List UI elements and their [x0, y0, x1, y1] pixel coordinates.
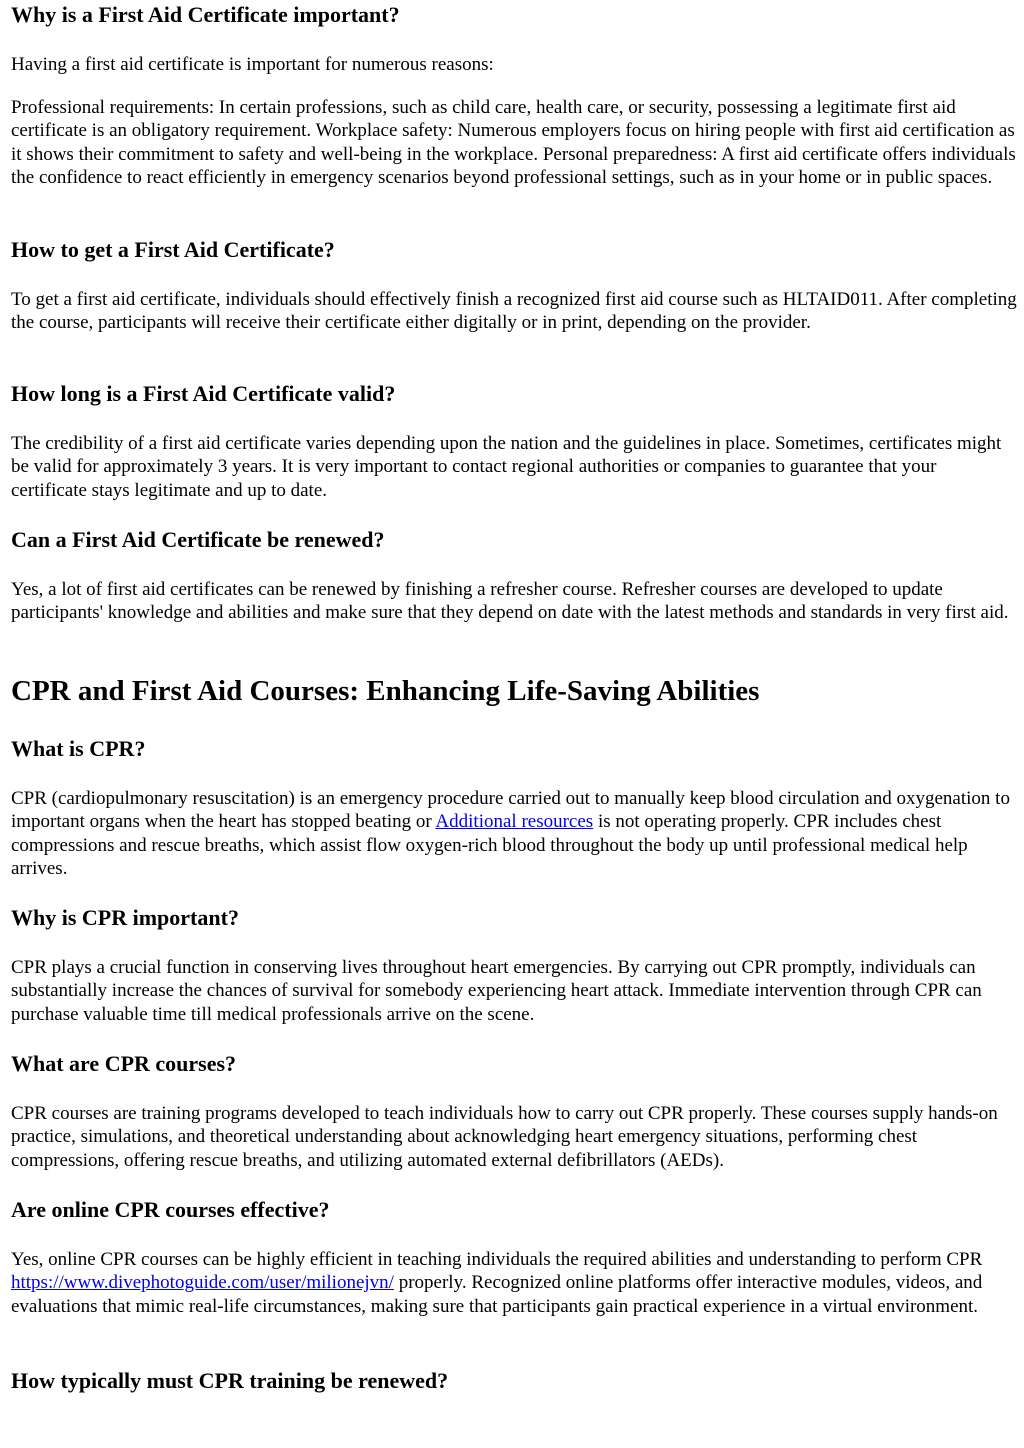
- paragraph-reasons: Professional requirements: In certain professions, such as child care, health care, or security, possessing a legitimate first aid certificate is an obligatory requirement. Workplace safety: Numerous employers focus on hiring people with first aid certification as it shows their commitment to safety and well-being in the workplace. Personal preparedness: A first aid certificate offers individuals the confidence to react efficiently in emergency scenarios beyond professional settings, such as in your home or in public spaces.: [11, 97, 1016, 188]
- heading-certificate-validity: How long is a First Aid Certificate valid?: [11, 381, 396, 406]
- text-segment: is not operating properly. CPR includes chest compressions and rescue breaths, which assist flow oxygen-rich blood throughout the body up until professional medical help arrives.: [11, 811, 968, 879]
- paragraph-certificate-renewal: Yes, a lot of first aid certificates can be renewed by finishing a refresher course. Refresher courses are developed to update participants' knowledge and abilities and make sure that they depend on date with the latest methods and standards in very first aid.: [11, 579, 1009, 624]
- paragraph-get-certificate: To get a first aid certificate, individuals should effectively finish a recognized first aid course such as HLTAID011. After completing the course, participants will receive their certificate either digitally or in print, depending on the provider.: [11, 289, 1017, 334]
- heading-get-certificate: How to get a First Aid Certificate?: [11, 237, 335, 262]
- paragraph-online-cpr: [11, 1248, 1017, 1318]
- heading-online-cpr: Are online CPR courses effective?: [11, 1197, 330, 1222]
- main-title: CPR and First Aid Courses: Enhancing Life-Saving Abilities: [11, 675, 760, 707]
- heading-certificate-importance: Why is a First Aid Certificate important?: [11, 2, 400, 27]
- text-segment: properly. Recognized online platforms offer interactive modules, videos, and evaluations that mimic real-life circumstances, making sure that participants gain practical experience in a virtual environment.: [11, 1272, 983, 1317]
- divephotoguide-link[interactable]: https://www.divephotoguide.com/user/milionejvn/: [11, 1272, 394, 1294]
- additional-resources-link[interactable]: Additional resources: [435, 811, 594, 833]
- heading-what-is-cpr: What is CPR?: [11, 736, 146, 761]
- heading-cpr-importance: Why is CPR important?: [11, 905, 239, 930]
- heading-cpr-courses: What are CPR courses?: [11, 1051, 237, 1076]
- heading-cpr-renewal: How typically must CPR training be renewed?: [11, 1368, 449, 1393]
- paragraph-intro: Having a first aid certificate is important for numerous reasons:: [11, 54, 494, 75]
- paragraph-what-is-cpr: [11, 787, 1017, 880]
- text-segment: CPR (cardiopulmonary resuscitation) is an emergency procedure carried out to manually keep blood circulation and oxygenation to important organs when the heart has stopped beating or: [11, 788, 1010, 833]
- paragraph-cpr-courses: CPR courses are training programs developed to teach individuals how to carry out CPR properly. These courses supply hands-on practice, simulations, and theoretical understanding about acknowledging heart emergency situations, performing chest compressions, offering rescue breaths, and utilizing automated external defibrillators (AEDs).: [11, 1103, 998, 1171]
- text-segment: Yes, online CPR courses can be highly efficient in teaching individuals the required abilities and understanding to perform CPR: [11, 1249, 983, 1270]
- heading-certificate-renewal: Can a First Aid Certificate be renewed?: [11, 527, 385, 552]
- paragraph-certificate-validity: The credibility of a first aid certificate varies depending upon the nation and the guidelines in place. Sometimes, certificates might be valid for approximately 3 years. It is very important to contact regional authorities or companies to guarantee that your certificate stays legitimate and up to date.: [11, 433, 1002, 501]
- paragraph-cpr-importance: CPR plays a crucial function in conserving lives throughout heart emergencies. By carrying out CPR promptly, individuals can substantially increase the chances of survival for somebody experiencing heart attack. Immediate intervention through CPR can purchase valuable time till medical professionals arrive on the scene.: [11, 957, 982, 1025]
